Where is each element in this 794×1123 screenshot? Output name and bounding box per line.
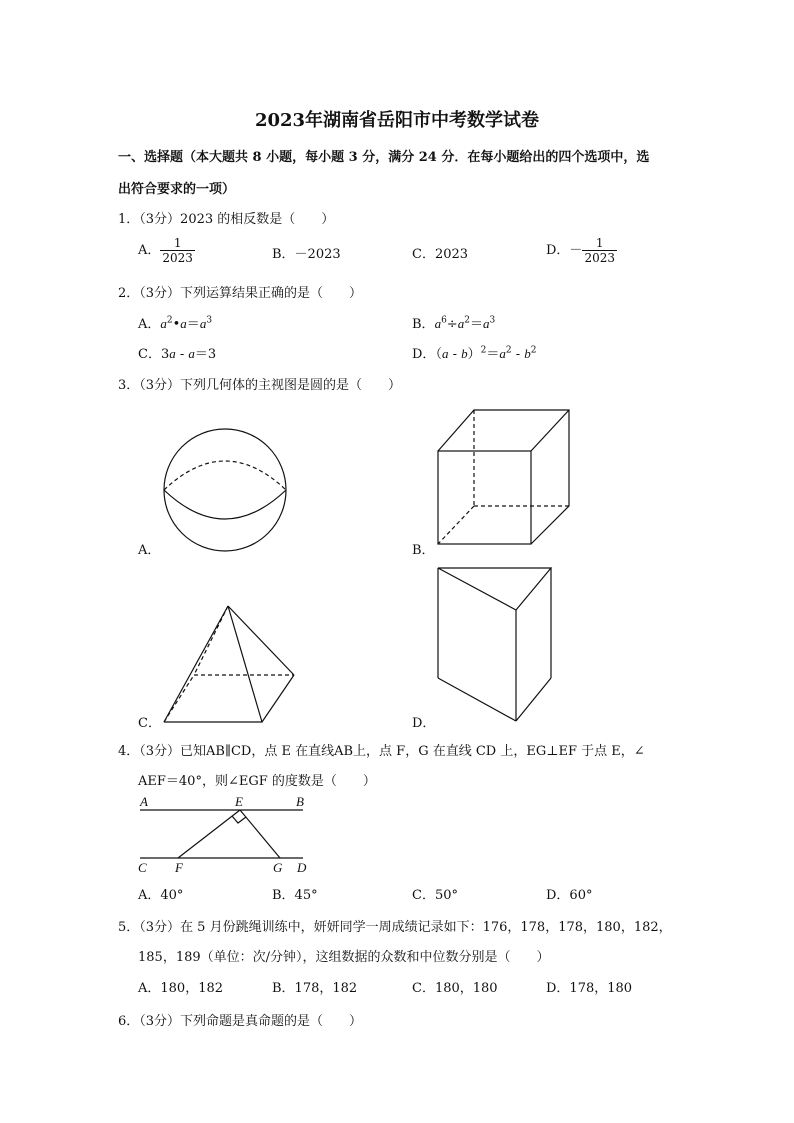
q3-option-b: B．: [412, 543, 435, 558]
fig-label-d: D: [297, 860, 307, 875]
pyramid-figure: [164, 606, 294, 722]
q4-option-c: C．50°: [412, 888, 458, 903]
fig-label-e: E: [235, 794, 243, 809]
q2-option-d-label: D．: [412, 347, 436, 362]
section-header-line1: 一、选择题（本大题共 8 小题，每小题 3 分，满分 24 分．在每小题给出的四个选项中，选: [118, 150, 650, 165]
fig-label-c: C: [138, 860, 147, 875]
question-6-stem: 6．（3分）下列命题是真命题的是（ ）: [118, 1014, 363, 1029]
q2-option-b-label: B．: [412, 317, 435, 332]
question-5-stem-line1: 5．（3分）在 5 月份跳绳训练中，妍妍同学一周成绩记录如下：176，178，178，180，182，: [118, 920, 672, 935]
q1-option-d-numerator: 1: [582, 236, 617, 251]
q1-option-a-numerator: 1: [160, 236, 195, 251]
question-5-stem-line2: 185，189（单位：次/分钟），这组数据的众数和中位数分别是（ ）: [138, 950, 550, 965]
cube-figure: [438, 410, 569, 544]
q5-option-d: D．178，180: [546, 981, 633, 996]
question-3-stem: 3．（3分）下列几何体的主视图是圆的是（ ）: [118, 378, 402, 393]
question-1-stem: 1．（3分）2023 的相反数是（ ）: [118, 212, 335, 227]
page-title: 2023年湖南省岳阳市中考数学试卷: [254, 110, 540, 131]
q4-option-b: B．45°: [272, 888, 318, 903]
fig-label-a: A: [140, 794, 148, 809]
q1-option-d-denominator: 2023: [584, 251, 615, 265]
question-4-stem-line2: AEF＝40°，则∠EGF 的度数是（ ）: [138, 774, 376, 789]
q2-option-c-label: C．: [138, 347, 161, 362]
triangular-prism-figure: [438, 568, 551, 721]
q5-option-c: C．180，180: [412, 981, 498, 996]
q2-option-c: C．3a - a＝3: [138, 346, 217, 362]
q5-option-b: B．178，182: [272, 981, 358, 996]
q3-option-a: A．: [138, 543, 161, 558]
question-2-stem: 2．（3分）下列运算结果正确的是（ ）: [118, 286, 363, 301]
q2-option-a: A．$a^2•a=a^3$: [138, 315, 213, 332]
fig-label-b: B: [296, 794, 304, 809]
fig-label-g: G: [273, 860, 283, 875]
sphere-figure: [164, 429, 286, 551]
q1-option-a-denominator: 2023: [162, 251, 193, 265]
q1-option-c: C．2023: [412, 247, 469, 262]
q5-option-a: A．180，182: [138, 981, 224, 996]
fig-label-f: F: [175, 860, 183, 875]
q4-option-d: D．60°: [546, 888, 593, 903]
q3-option-c: C．: [138, 716, 161, 731]
q3-option-d: D．: [412, 716, 436, 731]
parallel-lines-figure: [140, 810, 303, 858]
q2-option-b: B．$a^6\div a^2=a^3$: [412, 315, 496, 332]
q4-option-a: A．40°: [138, 888, 184, 903]
question-4-stem-line1: 4．（3分）已知AB∥CD，点 E 在直线AB上，点 F，G 在直线 CD 上，EG⊥EF 于点 E，∠: [118, 744, 645, 759]
q2-option-a-label: A．: [138, 317, 161, 332]
section-header-line2: 出符合要求的一项）: [118, 182, 236, 197]
q2-option-d: D．$(a - b)^2=a^2 - b^2$: [412, 345, 537, 362]
q1-option-b: B．－2023: [272, 247, 341, 262]
q1-option-d-label: D．－: [546, 243, 583, 258]
q1-option-a-label: A．: [138, 243, 161, 258]
